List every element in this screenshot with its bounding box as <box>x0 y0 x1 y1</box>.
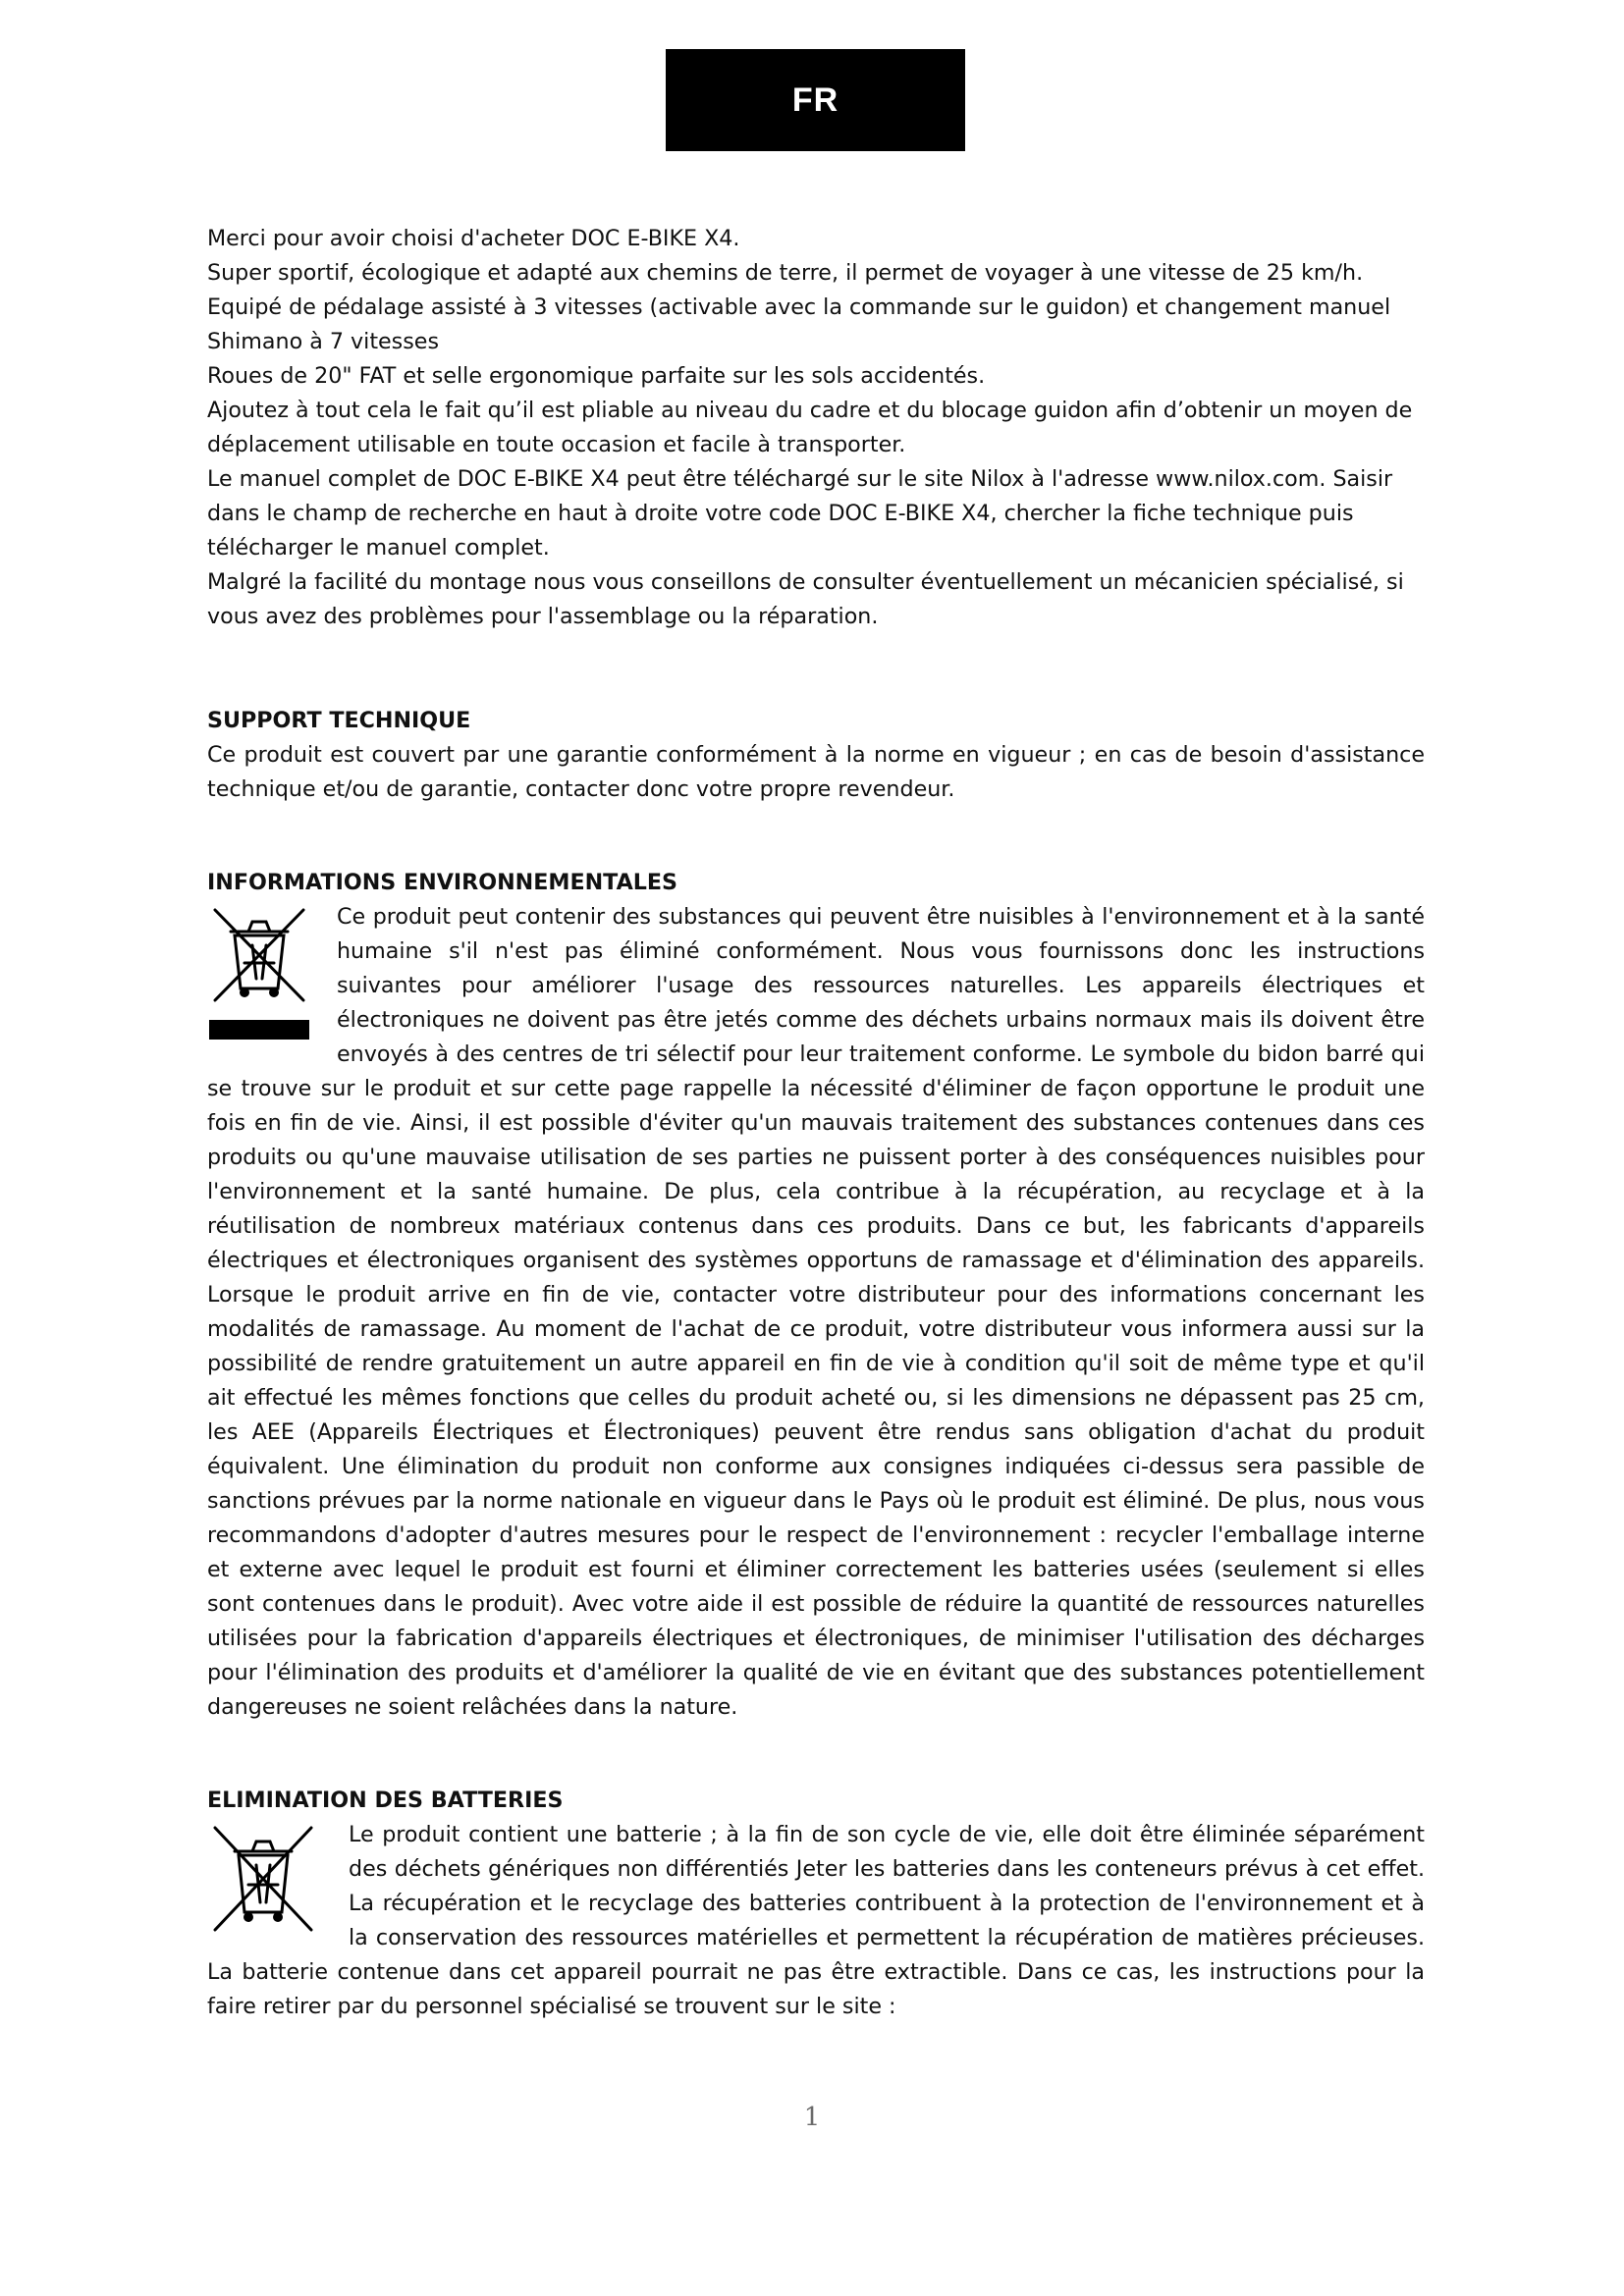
intro-line: Equipé de pédalage assisté à 3 vitesses (activable avec la commande sur le guidon) et changement manuel Shimano à 7 vitesses <box>207 294 1391 354</box>
crossed-out-battery-bin-icon <box>207 1822 319 1938</box>
intro-line: Le manuel complet de DOC E-BIKE X4 peut être téléchargé sur le site Nilox à l'adresse www.nilox.com. Saisir dans le champ de recherche en haut à droite votre code DOC E-BIKE X4, chercher la fiche technique puis télécharger le manuel complet. <box>207 466 1393 561</box>
crossed-out-wheelie-bin-icon <box>207 906 311 1043</box>
intro-line: Super sportif, écologique et adapté aux chemins de terre, il permet de voyager à une vitesse de 25 km/h. <box>207 260 1364 286</box>
intro-line: Roues de 20" FAT et selle ergonomique parfaite sur les sols accidentés. <box>207 363 986 389</box>
page-number: 1 <box>803 2103 821 2132</box>
batteries-text: Le produit contient une batterie ; à la fin de son cycle de vie, elle doit être éliminée séparément des déchets génériques non différentiés Jeter les batteries dans les conteneurs prévus à cet effet. La récupération et le recyclage des batteries contribuent à la protection de l'environnement et à la conservation des ressources matérielles et permettent la récupération de matières précieuses. La batterie contenue dans cet appareil pourrait ne pas être extractible. Dans ce cas, les instructions pour la faire retirer par du personnel spécialisé se trouvent sur le site : <box>207 1822 1425 2019</box>
page-content <box>207 222 1425 2024</box>
language-tab-fr: FR <box>666 49 965 151</box>
support-section <box>207 704 1425 807</box>
batteries-section <box>207 1784 1425 2024</box>
intro-line: Merci pour avoir choisi d'acheter DOC E-BIKE X4. <box>207 226 740 251</box>
support-title: SUPPORT TECHNIQUE <box>207 708 471 733</box>
intro-line: Ajoutez à tout cela le fait qu’il est pliable au niveau du cadre et du blocage guidon afin d’obtenir un moyen de déplacement utilisable en toute occasion et facile à transporter. <box>207 398 1413 457</box>
intro-section <box>207 222 1425 634</box>
batteries-title: ELIMINATION DES BATTERIES <box>207 1788 564 1813</box>
intro-line: Malgré la facilité du montage nous vous conseillons de consulter éventuellement un mécanicien spécialisé, si vous avez des problèmes pour l'assemblage ou la réparation. <box>207 569 1404 629</box>
environment-section <box>207 866 1425 1725</box>
support-text: Ce produit est couvert par une garantie conformément à la norme en vigueur ; en cas de besoin d'assistance technique et/ou de garantie, contacter donc votre propre revendeur. <box>207 742 1425 802</box>
environment-title: INFORMATIONS ENVIRONNEMENTALES <box>207 870 678 895</box>
environment-text: Ce produit peut contenir des substances qui peuvent être nuisibles à l'environnement et à la santé humaine s'il n'est pas éliminé conformément. Nous vous fournissons donc les instructions suivantes pour améliorer l'usage des ressources naturelles. Les appareils électriques et électroniques ne doivent pas être jetés comme des déchets urbains normaux mais ils doivent être envoyés à des centres de tri sélectif pour leur traitement conforme. Le symbole du bidon barré qui se trouve sur le produit et sur cette page rappelle la nécessité d'éliminer de façon opportune le produit une fois en fin de vie. Ainsi, il est possible d'éviter qu'un mauvais traitement des substances contenues dans ces produits ou qu'une mauvaise utilisation de ses parties ne puissent porter à des conséquences nuisibles pour l'environnement et la santé humaine. De plus, cela contribue à la récupération, au recyclage et à la réutilisation de nombreux matériaux contenus dans ces produits. Dans ce but, les fabricants d'appareils électriques et électroniques organisent des systèmes opportuns de ramassage et d'élimination des appareils. Lorsque le produit arrive en fin de vie, contacter votre distributeur pour des informations concernant les modalités de ramassage. Au moment de l'achat de ce produit, votre distributeur vous informera aussi sur la possibilité de rendre gratuitement un autre appareil en fin de vie à condition qu'il soit de même type et qu'il ait effectué les mêmes fonctions que celles du produit acheté ou, si les dimensions ne dépassent pas 25 cm, les AEE (Appareils Électriques et Électroniques) peuvent être rendus sans obligation d'achat du produit équivalent. Une élimination du produit non conforme aux consignes indiquées ci-dessus sera passible de sanctions prévues par la norme nationale en vigueur dans le Pays où le produit est éliminé. De plus, nous vous recommandons d'adopter d'autres mesures pour le respect de l'environnement : recycler l'emballage interne et externe avec lequel le produit est fourni et éliminer correctement les batteries usées (seulement si elles sont contenues dans le produit). Avec votre aide il est possible de réduire la quantité de ressources naturelles utilisées pour la fabrication d'appareils électriques et électroniques, de minimiser l'utilisation des décharges pour l'élimination des produits et d'améliorer la qualité de vie en évitant que des substances potentiellement dangereuses ne soient relâchées dans la nature. <box>207 904 1425 1720</box>
